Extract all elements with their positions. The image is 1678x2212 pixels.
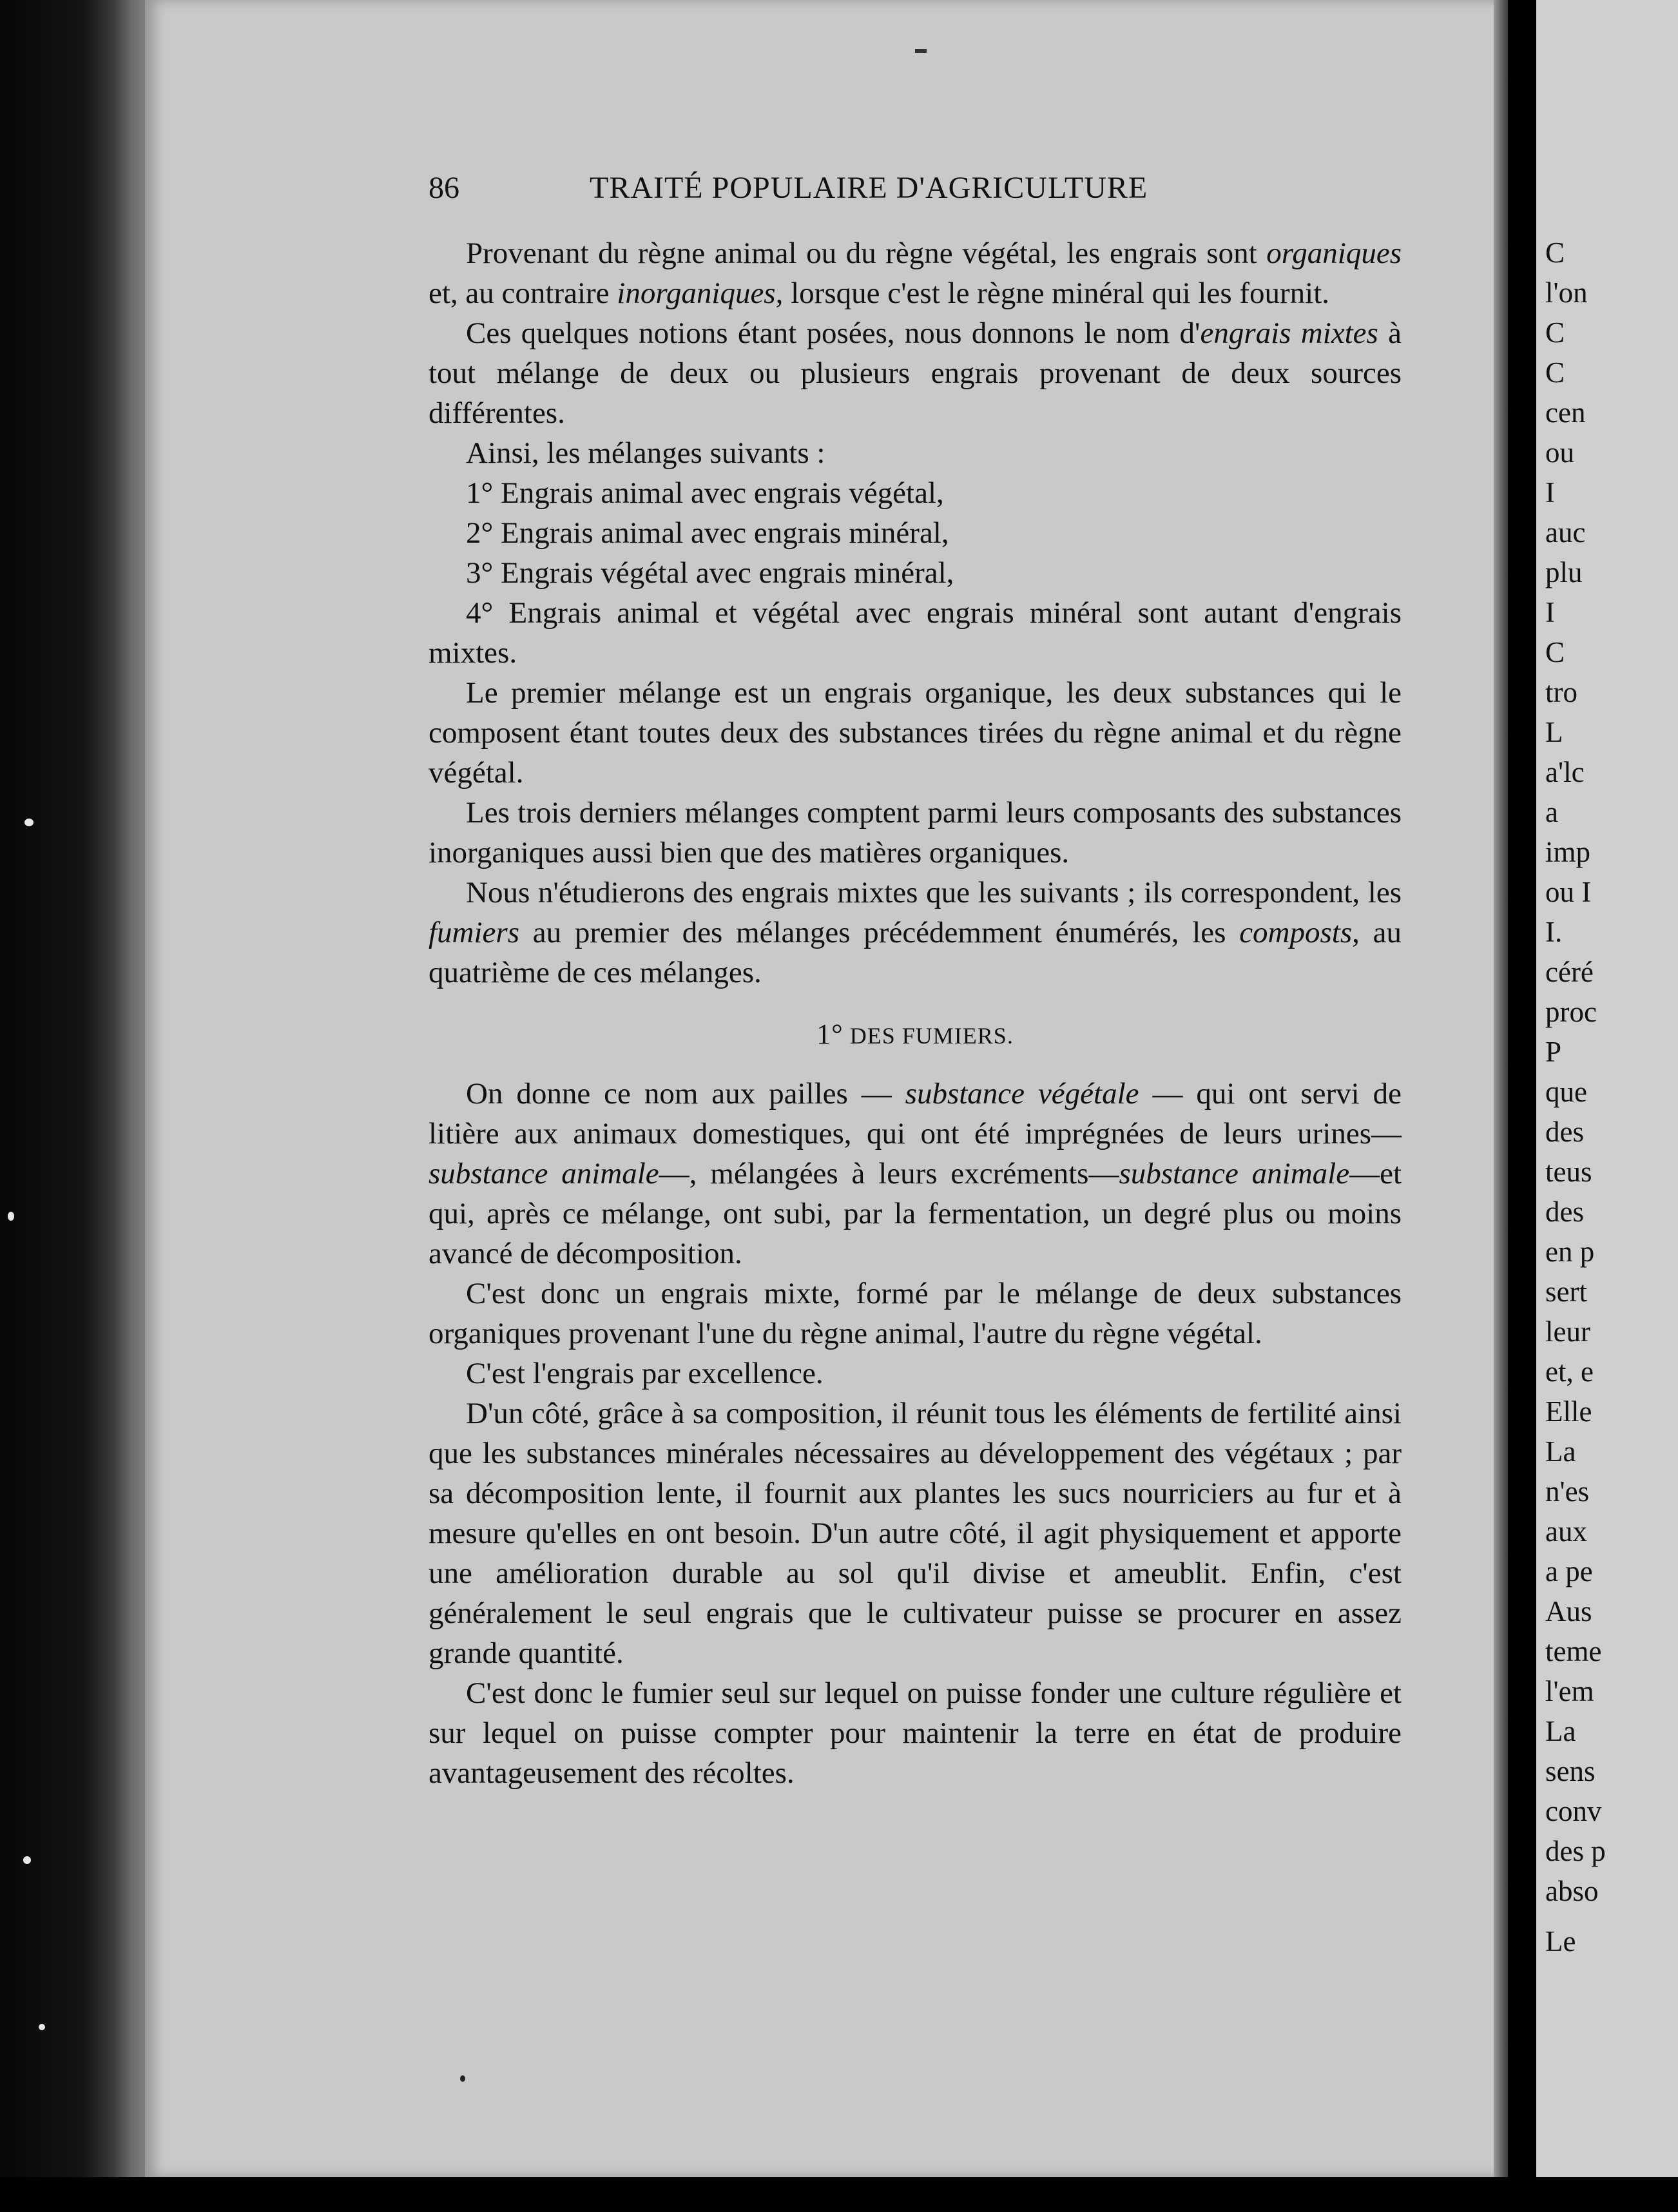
adjacent-fragment: imp bbox=[1545, 836, 1591, 868]
adjacent-fragment: des bbox=[1545, 1116, 1584, 1148]
adjacent-fragment: et, e bbox=[1545, 1355, 1594, 1388]
adjacent-fragment: conv bbox=[1545, 1795, 1602, 1827]
adjacent-page bbox=[1536, 0, 1678, 2177]
list-item: 3° Engrais végétal avec engrais minéral, bbox=[466, 556, 954, 590]
page-gap bbox=[1508, 0, 1536, 2212]
paragraph: D'un côté, grâce à sa composition, il réunit tous les éléments de fertilité ainsi que les substances minérales nécessaires au développement des végétaux ; par sa décomposition lente, il fournit aux plantes les sucs nourriciers au fur et à mesure qu'elles en ont besoin. D'un autre côté, il agit physiquement et apporte une amélioration durable au sol qu'il divise et ameublit. Enfin, c'est généralement le seul engrais que le cultivateur puisse se procurer en assez grande quantité. bbox=[429, 1397, 1402, 1670]
adjacent-fragment: en p bbox=[1545, 1236, 1595, 1268]
adjacent-fragment: a bbox=[1545, 796, 1558, 828]
running-title: TRAITÉ POPULAIRE D'AGRICULTURE bbox=[590, 171, 1148, 205]
adjacent-fragment: proc bbox=[1545, 996, 1597, 1028]
paragraph: C'est donc le fumier seul sur lequel on puisse fonder une culture régulière et sur lequel on puisse compter pour maintenir la terre en état de produire avantageusement des récoltes. bbox=[429, 1676, 1402, 1790]
adjacent-fragment: ou I bbox=[1545, 876, 1592, 908]
paragraph: Le premier mélange est un engrais organique, les deux substances qui le composent étant toutes deux des substances tirées du règne animal et du règne végétal. bbox=[429, 676, 1402, 790]
adjacent-fragment: aux bbox=[1545, 1515, 1587, 1547]
adjacent-fragment: I bbox=[1545, 596, 1555, 628]
adjacent-fragment: ou bbox=[1545, 436, 1574, 469]
adjacent-fragment: La bbox=[1545, 1435, 1576, 1468]
adjacent-fragment: cen bbox=[1545, 396, 1586, 429]
adjacent-fragment: l'on bbox=[1545, 276, 1588, 309]
adjacent-fragment: sert bbox=[1545, 1276, 1587, 1308]
scan-speck bbox=[24, 819, 34, 826]
paragraph: Les trois derniers mélanges comptent parmi leurs composants des substances inorganiques aussi bien que des matières organiques. bbox=[429, 796, 1402, 869]
scan-speck bbox=[8, 1212, 14, 1221]
adjacent-fragment: Elle bbox=[1545, 1395, 1592, 1428]
paragraph: Nous n'étudierons des engrais mixtes que les suivants ; ils correspondent, les fumiers au premier des mélanges précédemment énumérés, les composts, au quatrième de ces mélanges. bbox=[429, 876, 1402, 989]
adjacent-fragment: plu bbox=[1545, 556, 1583, 588]
scan-mark bbox=[915, 49, 927, 53]
page-body bbox=[429, 233, 1402, 1793]
adjacent-fragment: des p bbox=[1545, 1835, 1606, 1867]
adjacent-fragment: Le bbox=[1545, 1925, 1576, 1957]
section-number: 1° bbox=[816, 1018, 844, 1050]
adjacent-fragment: leur bbox=[1545, 1315, 1590, 1348]
page-gutter-shadow bbox=[1494, 0, 1508, 2177]
adjacent-fragment: I bbox=[1545, 476, 1555, 509]
list-item: 1° Engrais animal avec engrais végétal, bbox=[466, 476, 944, 510]
scan-bottom-border bbox=[0, 2177, 1678, 2212]
paragraph: C'est donc un engrais mixte, formé par le mélange de deux substances organiques provenant l'une du règne animal, l'autre du règne végétal. bbox=[429, 1277, 1402, 1350]
paragraph: Ainsi, les mélanges suivants : bbox=[466, 436, 825, 470]
adjacent-fragment: tro bbox=[1545, 676, 1577, 708]
adjacent-fragment: auc bbox=[1545, 516, 1586, 548]
adjacent-fragment: a'lc bbox=[1545, 756, 1585, 788]
paragraph: Ces quelques notions étant posées, nous donnons le nom d'engrais mixtes à tout mélange de deux ou plusieurs engrais provenant de deux sources différentes. bbox=[429, 316, 1402, 430]
adjacent-fragment: La bbox=[1545, 1715, 1576, 1747]
adjacent-fragment: C bbox=[1545, 636, 1565, 668]
adjacent-fragment: l'em bbox=[1545, 1675, 1594, 1707]
page-number: 86 bbox=[429, 171, 459, 205]
adjacent-fragment: céré bbox=[1545, 956, 1594, 988]
section-heading bbox=[429, 1014, 1402, 1056]
list-item: 2° Engrais animal avec engrais minéral, bbox=[466, 516, 949, 550]
scan-speck bbox=[23, 1856, 31, 1864]
adjacent-fragment: L bbox=[1545, 716, 1563, 748]
section-title: DES FUMIERS. bbox=[849, 1023, 1014, 1049]
adjacent-fragment: P bbox=[1545, 1036, 1562, 1068]
adjacent-fragment: a pe bbox=[1545, 1555, 1593, 1587]
paragraph: Provenant du règne animal ou du règne végétal, les engrais sont organiques et, au contraire inorganiques, lorsque c'est le règne minéral qui les fournit. bbox=[429, 237, 1402, 310]
adjacent-fragment: des bbox=[1545, 1196, 1584, 1228]
list-item: 4° Engrais animal et végétal avec engrais minéral sont autant d'engrais mixtes. bbox=[429, 596, 1402, 670]
scan-binding-edge bbox=[0, 0, 155, 2212]
adjacent-fragment: Aus bbox=[1545, 1595, 1592, 1627]
adjacent-fragment: sens bbox=[1545, 1755, 1596, 1787]
paragraph: C'est l'engrais par excellence. bbox=[466, 1357, 824, 1390]
adjacent-fragment: teme bbox=[1545, 1635, 1602, 1667]
page-header bbox=[429, 166, 1408, 211]
adjacent-fragment: que bbox=[1545, 1076, 1587, 1108]
adjacent-fragment: abso bbox=[1545, 1875, 1599, 1907]
scan-mark bbox=[460, 2075, 465, 2082]
adjacent-fragment: I. bbox=[1545, 916, 1563, 948]
adjacent-fragment: C bbox=[1545, 356, 1565, 389]
adjacent-fragment: teus bbox=[1545, 1156, 1592, 1188]
scan-speck bbox=[39, 2024, 45, 2030]
adjacent-fragment: n'es bbox=[1545, 1475, 1590, 1508]
paragraph: On donne ce nom aux pailles — substance végétale — qui ont servi de litière aux animaux domestiques, qui ont été imprégnées de leurs urines—substance animale—, mélangées à leurs excréments—substance animale—et qui, après ce mélange, ont subi, par la fermentation, un degré plus ou moins avancé de décomposition. bbox=[429, 1077, 1402, 1270]
adjacent-fragment: C bbox=[1545, 316, 1565, 349]
adjacent-fragment: C bbox=[1545, 237, 1565, 269]
